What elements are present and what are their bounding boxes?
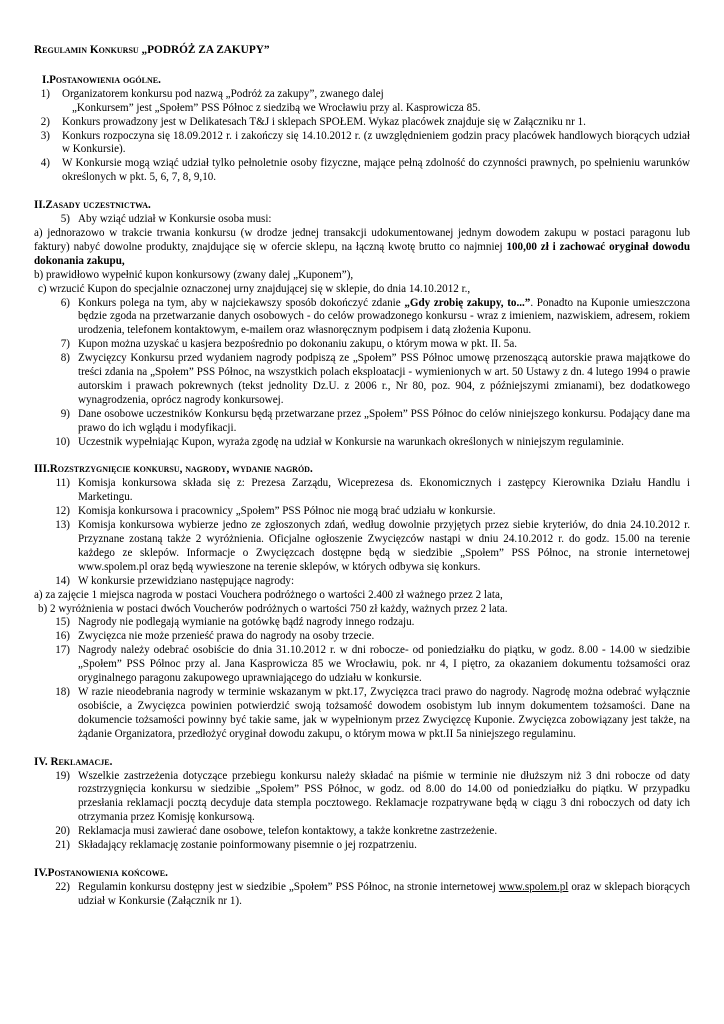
list-item: [34, 881, 690, 909]
list-item: [34, 297, 690, 339]
list-item: [34, 88, 690, 102]
item-number: 17): [55, 644, 70, 657]
list-subitem: [34, 227, 690, 269]
item-text: Wszelkie zastrzeżenia dotyczące przebiegu konkursu należy składać na piśmie w terminie nie dłuższym niż 3 dni robocze od daty rozstrzygnięcia konkursu w siedzibie „Społem” PSS Północ, w godz. od 8.00 do 14.00 od poniedziałku do piątku. W przypadku przesłania reklamacji pocztą decyduje data stempla pocztowego. Reklamacje rozpatrywane będą w ciągu 3 dni roboczych od daty ich otrzymania przez Komisję konkursową.: [78, 769, 690, 824]
item-number: 22): [55, 880, 70, 893]
section-title: IV.Postanowienia końcowe.: [34, 866, 168, 879]
item-text: oraz w sklepach biorących udział w Konkursie (Załącznik nr 1).: [78, 880, 690, 907]
item-number: 5): [60, 213, 70, 226]
section-participation-rules: [34, 199, 690, 449]
list-item: [34, 116, 690, 130]
section-title: II.Zasady uczestnictwa.: [34, 199, 151, 212]
item-text: Aby wziąć udział w Konkursie osoba musi:: [78, 213, 272, 226]
item-number: 14): [55, 574, 70, 587]
list-item: [34, 408, 690, 436]
item-number: 9): [60, 407, 70, 420]
item-text: Dane osobowe uczestników Konkursu będą przetwarzane przez „Społem” PSS Północ do celów niniejszego konkursu. Podający dane ma prawo do ich wglądu i modyfikacji.: [78, 407, 690, 434]
item-text: c) wrzucić Kupon do specjalnie oznaczonej urny znajdującej się w sklepie, do dnia 14.10.2012 r.,: [38, 282, 471, 295]
item-number: 21): [55, 839, 70, 852]
item-number: 13): [55, 519, 70, 532]
section-general-provisions: [34, 74, 690, 185]
list-subitem: [34, 283, 690, 297]
list-item: [34, 505, 690, 519]
list-item: [34, 436, 690, 450]
item-text: Komisja konkursowa wybierze jedno ze zgłoszonych zdań, według dowolnie przyjętych przez siebie kryteriów, do dnia 24.10.2012 r. Przyznane zostaną także 2 wyróżnienia. Oficjalne ogłoszenie Zwycięzców nastąpi w dniu 24.10.2012 r. do godz. 15.00 na terenie każdego ze sklepów. Informacje o Zwycięzcach dostępne będą w siedzibie „Społem” PSS Północ, na stronie internetowej www.spolem.pl oraz będą wywieszone na terenie sklepów, w których odbywa się konkurs.: [78, 519, 690, 573]
item-text: W Konkursie mogą wziąć udział tylko pełnoletnie osoby fizyczne, mające pełną zdolność do czynności prawnych, po spełnieniu warunków określonych w pkt. 5, 6, 7, 8, 9,10.: [62, 157, 690, 184]
list-item: [34, 575, 690, 589]
section-complaints: [34, 756, 690, 853]
item-number: 19): [55, 769, 70, 782]
section-results-prizes: [34, 463, 690, 741]
item-number: 4): [40, 157, 50, 170]
item-text: Reklamacja musi zawierać dane osobowe, telefon kontaktowy, a także konkretne zastrzeżenie.: [78, 825, 498, 838]
item-text: a) za zajęcie 1 miejsca nagroda w postaci Vouchera podróżnego o wartości 2.400 zł ważnego przez 2 lata,: [34, 588, 503, 601]
item-text: W konkursie przewidziano następujące nagrody:: [78, 574, 295, 587]
title-prefix: Regulamin Konkursu: [34, 44, 139, 56]
item-text: Zwycięzcy Konkursu przed wydaniem nagrody podpiszą ze „Społem” PSS Północ umowę przenoszącą autorskie prawa majątkowe do treści zdania na „Społem” PSS Północ, na wszystkich polach eksploatacji - wymienionych w art. 50 Ustawy z dn. 4 lutego 1994 o prawie autorskim i prawach pokrewnych (tekst jednolity Dz.U. z 2006 r., Nr 80, poz. 904, z późniejszymi zmianami), bez dodatkowego wynagrodzenia, oprócz nagrody konkursowej.: [78, 352, 690, 406]
item-text: Komisja konkursowa i pracownicy „Społem” PSS Północ nie mogą brać udziału w konkursie.: [78, 505, 496, 518]
document-title: [34, 44, 690, 58]
list-item: [34, 338, 690, 352]
list-item: [34, 616, 690, 630]
item-number: 16): [55, 630, 70, 643]
title-name: „PODRÓŻ ZA ZAKUPY”: [138, 44, 270, 56]
list-item: [34, 630, 690, 644]
item-text: Nagrody należy odebrać osobiście do dnia 31.10.2012 r. w dni robocze- od poniedziałku do piątku, w godz. 8.00 - 14.00 w siedzibie „Społem” PSS Północ przy al. Jana Kasprowicza 85 we Wrocławiu, pok. nr 4, I piętro, za okazaniem dokumentu tożsamości oraz oryginalnego paragonu zakupowego uprawniającego do udziału w konkursie.: [78, 644, 690, 685]
item-text: Konkurs rozpoczyna się 18.09.2012 r. i zakończy się 14.10.2012 r. (z uwzględnieniem godzin pracy placówek handlowych biorących udział w Konkursie).: [62, 129, 690, 156]
list-item: [34, 686, 690, 742]
item-text: Komisja konkursowa składa się z: Prezesa Zarządu, Wiceprezesa ds. Ekonomicznych i zastępcy Kierownika Działu Handlu i Marketingu.: [78, 477, 690, 504]
list-item: [34, 477, 690, 505]
item-text: Regulamin konkursu dostępny jest w siedzibie „Społem” PSS Północ, na stronie internetowej: [78, 880, 499, 893]
item-number: 8): [60, 352, 70, 365]
item-number: 7): [60, 338, 70, 351]
item-text: a) jednorazowo w trakcie trwania konkursu (w drodze jednej transakcji udokumentowanej jednym dowodem zakupu w postaci paragonu lub faktury) nabyć dowolne produkty, znajdujące się w ofercie sklepu, na łączną kwotę brutto co najmniej: [34, 226, 690, 253]
item-text: Kupon można uzyskać u kasjera bezpośrednio po dokonaniu zakupu, o którym mowa w pkt. II. 5a.: [78, 338, 518, 351]
item-text: Nagrody nie podlegają wymianie na gotówkę bądź nagrody innego rodzaju.: [78, 616, 415, 629]
item-number: 11): [55, 477, 70, 490]
item-text: Składający reklamację zostanie poinformowany pisemnie o jej rozpatrzeniu.: [78, 839, 417, 852]
list-subitem: [34, 603, 690, 617]
item-text: Uczestnik wypełniając Kupon, wyraża zgodę na udział w Konkursie na warunkach określonych w niniejszym regulaminie.: [78, 435, 624, 448]
list-item: [34, 825, 690, 839]
section-title: IV. Reklamacje.: [34, 755, 113, 768]
list-item: [34, 519, 690, 575]
item-text: Konkurs polega na tym, aby w najciekawszy sposób dokończyć zdanie: [78, 296, 405, 309]
item-number: 12): [55, 505, 70, 518]
list-item: [34, 839, 690, 853]
list-subitem: [34, 589, 690, 603]
item-number: 3): [40, 129, 50, 142]
list-item: [34, 644, 690, 686]
list-item: [34, 102, 690, 116]
item-text: Konkurs prowadzony jest w Delikatesach T&J i sklepach SPOŁEM. Wykaz placówek znajduje się w Załączniku nr 1.: [62, 115, 586, 128]
list-item: [34, 130, 690, 158]
list-item: [34, 770, 690, 826]
section-title: III.Rozstrzygnięcie konkursu, nagrody, wydanie nagród.: [34, 463, 313, 476]
item-number: 6): [60, 296, 70, 309]
item-number: 18): [55, 685, 70, 698]
item-number: 15): [55, 616, 70, 629]
item-text: Zwycięzca nie może przenieść prawa do nagrody na osoby trzecie.: [78, 630, 375, 643]
list-item: [34, 213, 690, 227]
item-text-bold: 100,00 zł i zachować oryginał dowodu dokonania zakupu,: [34, 240, 690, 267]
website-link[interactable]: www.spolem.pl: [498, 880, 569, 893]
item-number: 2): [40, 115, 50, 128]
section-final-provisions: [34, 867, 690, 909]
list-subitem: [34, 269, 690, 283]
item-text: . Ponadto na Kuponie umieszczona będzie zgoda na przetwarzanie danych osobowych - do celów prowadzonego konkursu - wraz z imieniem, nazwiskiem, adresem, rokiem urodzenia, telefonem kontaktowym, e-mailem oraz własnoręcznym podpisem i datą złożenia Kuponu.: [78, 296, 691, 337]
section-title: I.Postanowienia ogólne.: [42, 73, 161, 86]
item-number: 10): [55, 435, 70, 448]
list-item: [34, 352, 690, 408]
item-text: W razie nieodebrania nagrody w terminie wskazanym w pkt.17, Zwycięzca traci prawo do nagrody. Nagrodę można odebrać wyłącznie osobiście, a Zwycięzca powinien potwierdzić swoją tożsamość dowodem osobistym lub innym dokumentem tożsamości. Dane na dokumencie tożsamości powinny być takie same, jak w wypełnionym przez Zwycięzcę Kuponie. Zwycięzca zobowiązany jest także, na żądanie Organizatora, przedłożyć oryginał dowodu zakupu, o którym mowa w pkt.II 5a niniejszego regulaminu.: [78, 685, 690, 740]
list-item: [34, 157, 690, 185]
item-text: b) prawidłowo wypełnić kupon konkursowy (zwany dalej „Kuponem”),: [34, 268, 354, 281]
item-text: „Konkursem” jest „Społem” PSS Północ z siedzibą we Wrocławiu przy al. Kasprowicza 85.: [72, 101, 481, 114]
item-number: 1): [40, 87, 50, 100]
item-number: 20): [55, 825, 70, 838]
item-text: Organizatorem konkursu pod nazwą „Podróż za zakupy”, zwanego dalej: [62, 87, 384, 100]
item-text-bold: „Gdy zrobię zakupy, to...”: [404, 296, 531, 309]
item-text: b) 2 wyróżnienia w postaci dwóch Voucherów podróżnych o wartości 750 zł każdy, ważnych przez 2 lata.: [38, 602, 508, 615]
